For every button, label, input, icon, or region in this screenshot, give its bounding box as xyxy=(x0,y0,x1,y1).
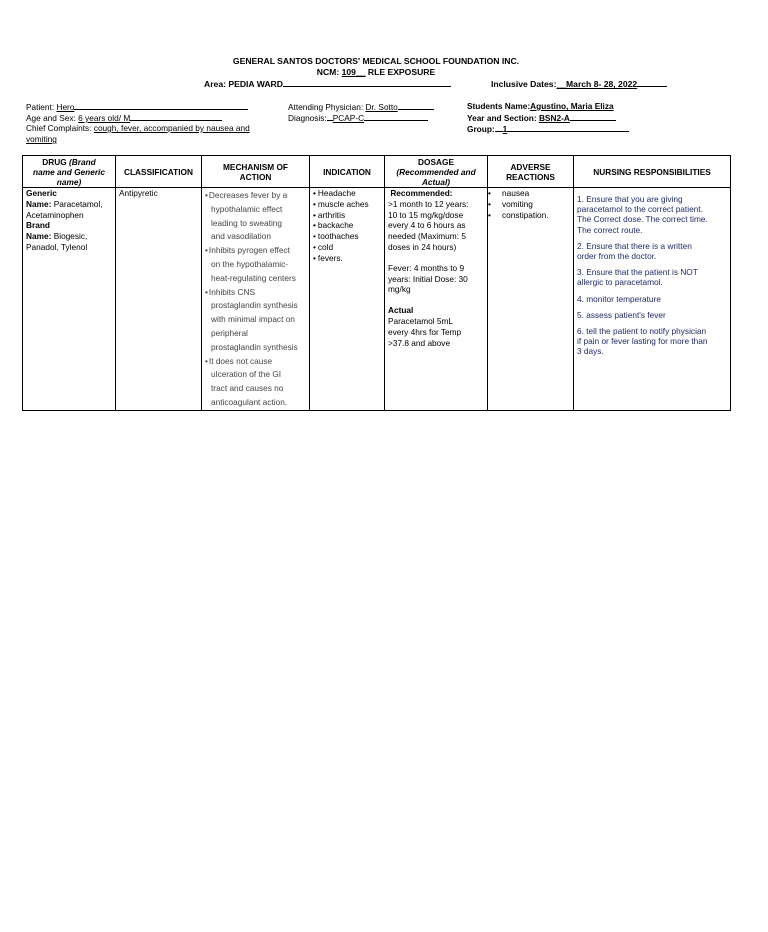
header-drug: DRUG (Brand name and Generic name) xyxy=(23,156,116,188)
indication-item: • toothaches xyxy=(313,231,381,242)
dosage-actual-label: Actual xyxy=(388,305,414,316)
header-adverse: ADVERSE REACTIONS xyxy=(488,156,574,188)
diagnosis-value: PCAP-C xyxy=(332,113,365,123)
mechanism-line: and vasodilation xyxy=(211,231,271,242)
header-indication: INDICATION xyxy=(310,156,385,188)
mechanism-line: anticoagulant action. xyxy=(211,396,288,407)
nursing-line: 5. assess patient's fever xyxy=(577,309,666,320)
dates-line: Inclusive Dates:__March 8- 28, 2022 xyxy=(491,78,667,89)
mechanism-line: on the hypothalamic- xyxy=(211,258,289,269)
nursing-line: order from the doctor. xyxy=(577,251,657,262)
physician-label: Attending Physician: xyxy=(288,102,364,112)
adverse-item: • nausea xyxy=(491,188,570,199)
mechanism-line: Inhibits pyrogen effect xyxy=(208,245,290,256)
student-label: Students Name: xyxy=(467,101,531,111)
indication-cell xyxy=(310,188,385,411)
age-value: 6 years old/ M xyxy=(78,113,131,123)
indication-item: • fevers. xyxy=(313,253,381,264)
drug-cell: Generic Name: Paracetamol, Acetaminophen Brand Name: Biogesic, Panadol, Tylenol xyxy=(23,188,116,411)
dosage-cell: Recommended: >1 month to 12 years: 10 to 15 mg/kg/dose every 4 to 6 hours as needed (Maximum: 5 doses in 24 hours) Fever: 4 months to 9 years: Initial Dose: 30 mg/kg Actual Paracetamol 5mL every 4hrs for Temp >37.8 and above xyxy=(385,188,488,411)
nursing-item xyxy=(577,267,727,287)
mechanism-line: prostaglandin synthesis xyxy=(211,341,298,352)
header-dosage: DOSAGE (Recommended and Actual) xyxy=(385,156,488,188)
dosage-recommended-line: doses in 24 hours) xyxy=(388,241,457,252)
classification-cell: Antipyretic xyxy=(116,188,202,411)
mechanism-line: Decreases fever by a xyxy=(208,190,288,200)
mechanism-line: Inhibits CNS xyxy=(208,286,256,297)
mechanism-line: tract and causes no xyxy=(211,383,284,394)
nursing-cell xyxy=(574,188,731,411)
mechanism-item xyxy=(205,244,306,285)
header-classification: CLASSIFICATION xyxy=(116,156,202,188)
nursing-item xyxy=(577,194,727,235)
dates-value: March 8- 28, 2022 xyxy=(566,79,638,89)
mechanism-line: It does not cause xyxy=(208,355,273,366)
dosage-actual-line: >37.8 and above xyxy=(388,337,451,348)
group-label: Group: xyxy=(467,124,495,134)
area-line xyxy=(204,78,451,89)
nursing-item xyxy=(577,326,727,357)
patient-row xyxy=(26,101,248,113)
diagnosis-row xyxy=(288,112,428,124)
indication-item: • arthritis xyxy=(313,210,381,221)
table-row xyxy=(23,188,731,411)
dosage-actual-line: Paracetamol 5mL xyxy=(388,315,454,326)
complaints-row xyxy=(26,123,250,134)
mechanism-line: hypothalamic effect xyxy=(211,203,283,214)
nursing-line: 3. Ensure that the patient is NOT xyxy=(577,267,698,278)
dosage-recommended-line: needed (Maximum: 5 xyxy=(388,231,466,242)
ncm-label: NCM: xyxy=(316,67,340,77)
dosage-fever-line: mg/kg xyxy=(388,284,411,295)
nursing-line: The correct route. xyxy=(577,224,643,235)
school-title: GENERAL SANTOS DOCTORS' MEDICAL SCHOOL FOUNDATION INC. xyxy=(232,56,520,66)
indication-item: • muscle aches xyxy=(313,199,381,210)
diagnosis-label: Diagnosis: xyxy=(288,113,327,123)
indication-item: • Headache xyxy=(313,188,381,199)
nursing-line: 6. tell the patient to notify physician xyxy=(577,326,707,337)
header-mechanism: MECHANISM OF ACTION xyxy=(202,156,310,188)
header-nursing: NURSING RESPONSIBILITIES xyxy=(574,156,731,188)
mechanism-item xyxy=(205,189,306,244)
student-value: Agustino, Maria Eliza xyxy=(530,101,614,111)
adverse-item: • vomiting xyxy=(491,199,570,210)
dosage-recommended-line: >1 month to 12 years: xyxy=(388,198,469,209)
drug-study-table xyxy=(22,155,731,411)
mechanism-cell xyxy=(202,188,310,411)
complaints-label: Chief Complaints: xyxy=(26,123,92,133)
mechanism-line: ulceration of the GI xyxy=(211,369,282,380)
nursing-line: 1. Ensure that you are giving xyxy=(577,194,683,204)
dosage-recommended-line: every 4 to 6 hours as xyxy=(388,220,466,231)
nursing-line: 4. monitor temperature xyxy=(577,293,661,304)
age-label: Age and Sex: xyxy=(26,113,76,123)
mechanism-line: heat-regulating centers xyxy=(211,272,296,283)
section-row xyxy=(467,112,616,124)
nursing-line: 2. Ensure that there is a written xyxy=(577,240,692,251)
ncm-suffix: RLE EXPOSURE xyxy=(367,67,436,77)
indication-item: • cold xyxy=(313,242,381,253)
dosage-recommended-line: 10 to 15 mg/kg/dose xyxy=(388,209,464,220)
dosage-fever-line: Fever: 4 months to 9 xyxy=(388,262,465,273)
dosage-actual-line: every 4hrs for Temp xyxy=(388,326,462,337)
section-label: Year and Section: xyxy=(467,113,537,123)
nursing-line: allergic to paracetamol. xyxy=(577,277,663,288)
group-value: 1 xyxy=(502,124,508,134)
adverse-item: • constipation. xyxy=(491,210,570,221)
mechanism-line: peripheral xyxy=(211,327,248,338)
nursing-line: paracetamol to the correct patient. xyxy=(577,204,703,215)
ncm-line: NCM: 109__ RLE EXPOSURE xyxy=(316,67,436,77)
ncm-value: 109 xyxy=(341,67,356,77)
age-row xyxy=(26,112,222,124)
physician-row xyxy=(288,101,434,113)
section-value: BSN2-A xyxy=(538,113,570,123)
group-row xyxy=(467,123,629,135)
patient-value: Hero xyxy=(56,102,75,112)
table-header-row xyxy=(23,156,731,188)
nursing-line: if pain or fever lasting for more than xyxy=(577,336,708,347)
nursing-item xyxy=(577,241,727,261)
mechanism-line: leading to sweating xyxy=(211,217,283,228)
nursing-line: The Correct dose. The correct time. xyxy=(577,214,708,225)
complaints-value: cough, fever, accompanied by nausea and xyxy=(93,123,250,133)
student-row xyxy=(467,101,614,112)
mechanism-item xyxy=(205,286,306,355)
patient-label: Patient: xyxy=(26,102,55,112)
complaints-value-cont: vomiting xyxy=(26,134,57,144)
area-label: Area: PEDIA WARD xyxy=(204,79,283,89)
dates-label: Inclusive Dates: xyxy=(491,79,557,89)
adverse-cell xyxy=(488,188,574,411)
mechanism-line: prostaglandin synthesis xyxy=(211,300,298,311)
dosage-fever-line: years: Initial Dose: 30 xyxy=(388,273,468,284)
mechanism-item xyxy=(205,355,306,410)
mechanism-line: with minimal impact on xyxy=(211,314,295,325)
nursing-line: 3 days. xyxy=(577,346,604,357)
nursing-item xyxy=(577,294,727,304)
nursing-item xyxy=(577,310,727,320)
indication-item: • backache xyxy=(313,220,381,231)
physician-value: Dr. Sotto xyxy=(365,102,398,112)
